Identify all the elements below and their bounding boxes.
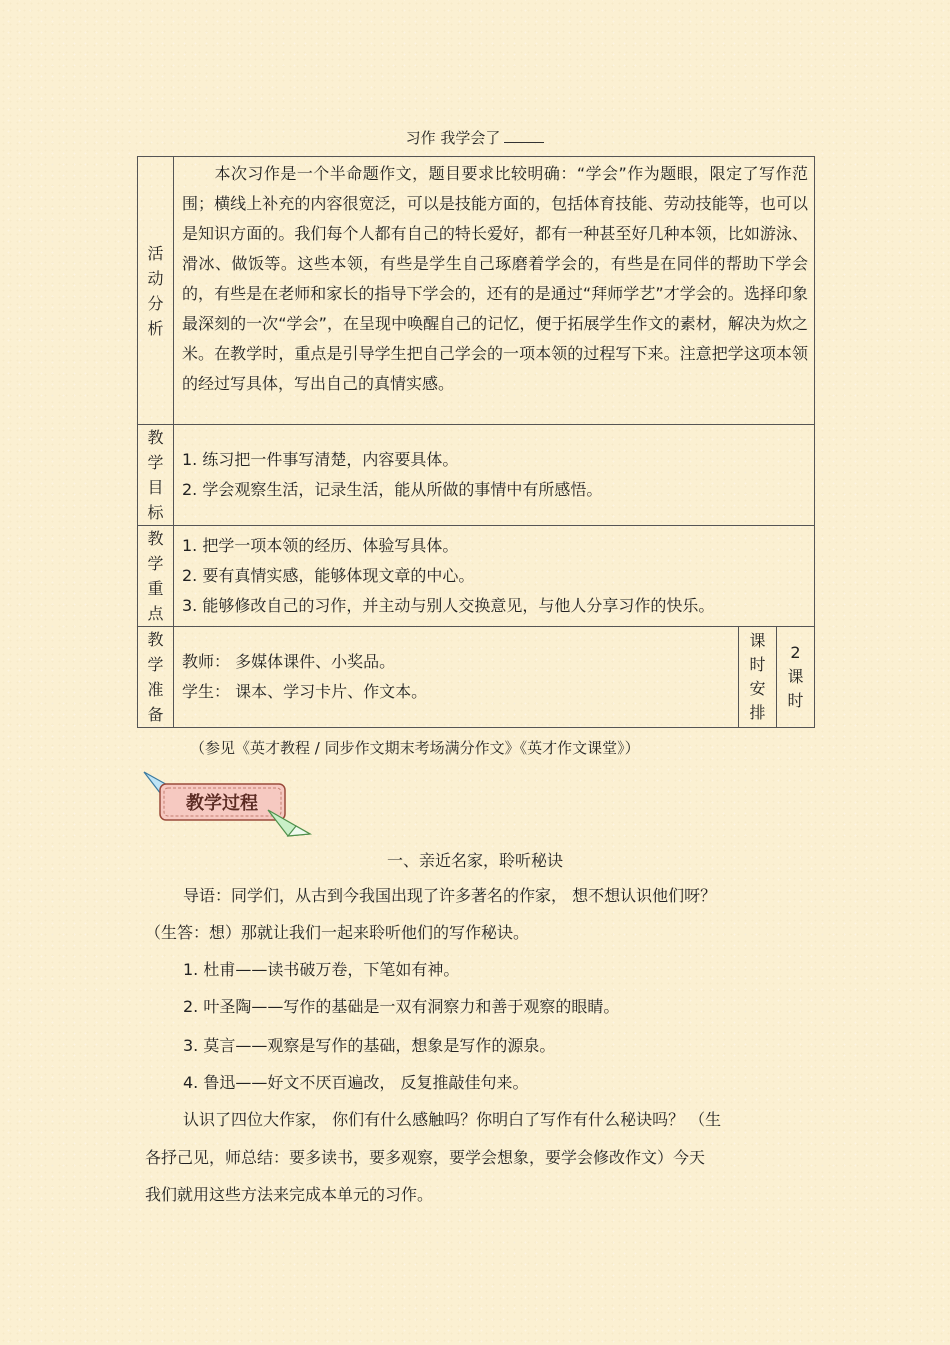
prep-student: 学生： 课本、学习卡片、作文本。 xyxy=(182,682,428,701)
prep-row xyxy=(138,627,815,728)
activity-paragraph xyxy=(174,157,814,401)
focus-item: 2. 要有真情实感，能够体现文章的中心。 xyxy=(182,566,475,585)
activity-cell xyxy=(174,157,815,425)
closing-line: 我们就用这些方法来完成本单元的习作。 xyxy=(145,1185,434,1204)
label-char: 点 xyxy=(147,604,164,623)
prep-teacher: 教师： 多媒体课件、小奖品。 xyxy=(182,652,396,671)
activity-label xyxy=(138,157,174,425)
focus-item: 1. 把学一项本领的经历、体验写具体。 xyxy=(182,536,459,555)
label-char: 目 xyxy=(147,478,164,497)
label-char: 安 xyxy=(749,679,766,698)
label-char: 分 xyxy=(147,293,164,313)
prep-cell xyxy=(174,627,739,728)
focus-row xyxy=(138,526,815,627)
label-char: 教 xyxy=(147,630,164,649)
quote-item: 3. 莫言——观察是写作的基础，想象是写作的源泉。 xyxy=(183,1036,556,1055)
label-char: 标 xyxy=(147,503,164,522)
lesson-plan-table xyxy=(137,156,815,728)
label-char: 动 xyxy=(147,268,164,288)
prep-label xyxy=(138,627,174,728)
time-value-char: 时 xyxy=(787,691,804,710)
label-char: 活 xyxy=(147,243,164,263)
paper-plane-icon xyxy=(268,810,310,836)
label-char: 教 xyxy=(147,428,164,447)
quote-item: 1. 杜甫——读书破万卷，下笔如有神。 xyxy=(183,960,460,979)
focus-cell xyxy=(174,526,815,627)
section-heading: 一、亲近名家，聆听秘诀 xyxy=(386,851,563,870)
quote-item: 4. 鲁迅——好文不厌百遍改， 反复推敲佳句来。 xyxy=(183,1073,529,1092)
page-title xyxy=(0,127,950,148)
label-char: 准 xyxy=(147,680,164,699)
focus-item: 3. 能够修改自己的习作，并主动与别人交换意见，与他人分享习作的快乐。 xyxy=(182,596,715,615)
quote-item: 2. 叶圣陶——写作的基础是一双有洞察力和善于观察的眼睛。 xyxy=(183,997,620,1016)
title-text: 习作 我学会了 xyxy=(405,129,501,147)
focus-label xyxy=(138,526,174,627)
label-char: 重 xyxy=(147,579,164,598)
intro-line: （生答：想）那就让我们一起来聆听他们的写作秘诀。 xyxy=(145,923,530,942)
closing-line: 各抒己见，师总结：要多读书，要多观察，要学会想象，要学会修改作文）今天 xyxy=(145,1148,706,1167)
label-char: 课 xyxy=(749,631,766,650)
label-char: 备 xyxy=(147,705,164,724)
teaching-process-badge xyxy=(140,762,315,840)
activity-text: 本次习作是一个半命题作文，题目要求比较明确：“学会”作为题眼，限定了写作范围；横线上补充的内容很宽泛，可以是技能方面的，包括体育技能、劳动技能等，也可以是知识方面的。我们每个人都有自己的特长爱好，都有一种甚至好几种本领，比如游泳、滑冰、做饭等。这些本领，有些是学生自己琢磨着学会的，有些是在同伴的帮助下学会的，有些是在老师和家长的指导下学会的，还有的是通过“拜师学艺”才学会的。选择印象最深刻的一次“学会”，在呈现中唤醒自己的记忆，便于拓展学生作文的素材，解决为炊之米。在教学时，重点是引导学生把自己学会的一项本领的过程写下来。注意把学这项本领的经过写具体，写出自己的真情实感。 xyxy=(182,164,808,393)
time-label xyxy=(738,627,776,728)
label-char: 学 xyxy=(147,453,164,472)
reference-note: （参见《英才教程 / 同步作文期末考场满分作文》《英才作文课堂》） xyxy=(190,739,640,757)
label-char: 学 xyxy=(147,655,164,674)
time-value-char: 课 xyxy=(787,667,804,686)
time-value-char: 2 xyxy=(790,643,801,662)
goals-label xyxy=(138,425,174,526)
goal-item: 1. 练习把一件事写清楚，内容要具体。 xyxy=(182,450,459,469)
badge-label: 教学过程 xyxy=(186,793,258,814)
label-char: 析 xyxy=(147,318,164,338)
label-char: 学 xyxy=(147,554,164,573)
goals-cell xyxy=(174,425,815,526)
label-char: 教 xyxy=(147,529,164,548)
closing-line: 认识了四位大作家， 你们有什么感触吗？你明白了写作有什么秘诀吗？ （生 xyxy=(183,1110,722,1129)
time-value xyxy=(776,627,814,728)
activity-row xyxy=(138,157,815,425)
label-char: 排 xyxy=(749,703,766,722)
goals-row xyxy=(138,425,815,526)
intro-line: 导语：同学们，从古到今我国出现了许多著名的作家， 想不想认识他们呀？ xyxy=(183,886,717,905)
goal-item: 2. 学会观察生活，记录生活，能从所做的事情中有所感悟。 xyxy=(182,480,603,499)
title-blank-line xyxy=(504,130,544,143)
label-char: 时 xyxy=(749,655,766,674)
